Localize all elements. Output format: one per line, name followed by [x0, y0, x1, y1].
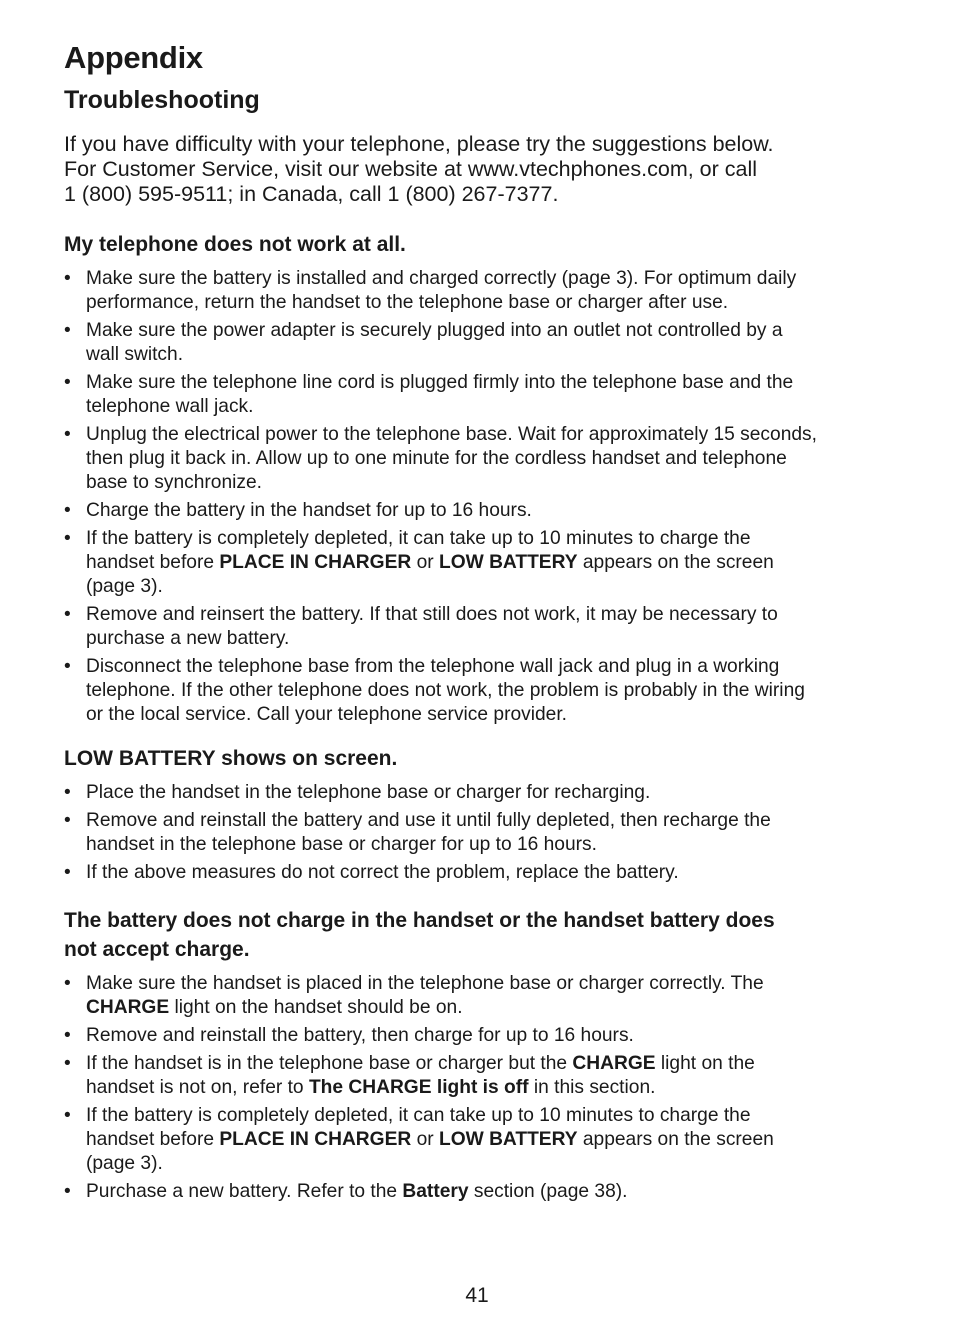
- list-item: [64, 861, 914, 885]
- text-run: or the local service. Call your telephone service provider.: [86, 704, 567, 725]
- list-item: [64, 1180, 914, 1204]
- text-run: performance, return the handset to the telephone base or charger after use.: [86, 292, 729, 313]
- list-item-line: [86, 655, 914, 679]
- section-title-line: My telephone does not work at all.: [64, 233, 406, 256]
- intro-line: If you have difficulty with your telephone, please try the suggestions below.: [64, 132, 774, 156]
- text-run: Make sure the handset is placed in the telephone base or charger correctly. The: [86, 973, 764, 994]
- text-run: Remove and reinstall the battery and use it until fully depleted, then recharge the: [86, 810, 771, 831]
- intro-line: For Customer Service, visit our website at www.vtechphones.com, or call: [64, 157, 758, 181]
- text-run: in this section.: [528, 1077, 656, 1098]
- section-title-line: LOW BATTERY shows on screen.: [64, 747, 398, 770]
- list-item-line: [86, 423, 914, 447]
- list-item-line: [86, 627, 914, 651]
- list-item-line: [86, 291, 914, 315]
- text-run: light on the: [655, 1053, 755, 1074]
- section-title-line: The battery does not charge in the handset or the handset battery does: [64, 909, 775, 932]
- bold-term: LOW BATTERY: [438, 552, 578, 573]
- list-item: [64, 603, 914, 651]
- text-run: Remove and reinsert the battery. If that still does not work, it may be necessary to: [86, 604, 778, 625]
- list-item-line: [86, 861, 914, 885]
- list-item: [64, 267, 914, 315]
- text-run: light on the handset should be on.: [169, 997, 463, 1018]
- bold-term: CHARGE: [572, 1053, 656, 1074]
- intro-paragraph: [64, 132, 914, 207]
- list-item: [64, 809, 914, 857]
- list-item: [64, 1052, 914, 1100]
- text-run: telephone wall jack.: [86, 396, 254, 417]
- bold-term: Battery: [402, 1181, 469, 1202]
- list-item-line: [86, 703, 914, 727]
- section-title-line: not accept charge.: [64, 938, 250, 961]
- list-item-line: [86, 833, 914, 857]
- list-item-line: [86, 1052, 914, 1076]
- list-item-line: [86, 1180, 914, 1204]
- text-run: handset before: [86, 1129, 220, 1150]
- text-run: (page 3).: [86, 576, 163, 597]
- text-run: handset before: [86, 552, 220, 573]
- text-run: Make sure the battery is installed and charged correctly (page 3). For optimum daily: [86, 268, 797, 289]
- text-run: or: [411, 552, 439, 573]
- text-run: base to synchronize.: [86, 472, 262, 493]
- text-run: telephone. If the other telephone does not work, the problem is probably in the wiring: [86, 680, 805, 701]
- list-item-line: [86, 603, 914, 627]
- text-run: If the battery is completely depleted, it can take up to 10 minutes to charge the: [86, 528, 751, 549]
- text-run: or: [411, 1129, 439, 1150]
- list-item-line: [86, 1128, 914, 1152]
- list-item-line: [86, 551, 914, 575]
- list-item: [64, 1024, 914, 1048]
- text-run: Charge the battery in the handset for up to 16 hours.: [86, 500, 532, 521]
- list-item-line: [86, 527, 914, 551]
- list-item-line: [86, 471, 914, 495]
- list-item: [64, 527, 914, 599]
- text-run: appears on the screen: [577, 1129, 774, 1150]
- text-run: Make sure the telephone line cord is plugged firmly into the telephone base and the: [86, 372, 794, 393]
- list-item-line: [86, 679, 914, 703]
- page-number: 41: [465, 1284, 489, 1307]
- bold-term: CHARGE: [86, 997, 170, 1018]
- section-title: [64, 744, 914, 773]
- text-run: Unplug the electrical power to the telephone base. Wait for approximately 15 seconds,: [86, 424, 817, 445]
- list-item: [64, 781, 914, 805]
- page-heading: Appendix: [64, 40, 203, 75]
- bullet-list: [64, 781, 914, 885]
- intro-line: 1 (800) 595-9511; in Canada, call 1 (800) 267-7377.: [64, 182, 559, 206]
- list-item-line: [86, 395, 914, 419]
- list-item-line: [86, 972, 914, 996]
- list-item-line: [86, 1152, 914, 1176]
- list-item-line: [86, 343, 914, 367]
- bullet-list: [64, 267, 914, 727]
- list-item: [64, 499, 914, 523]
- text-run: Purchase a new battery. Refer to the: [86, 1181, 403, 1202]
- list-item-line: [86, 996, 914, 1020]
- section-no-work: [64, 230, 914, 731]
- text-run: (page 3).: [86, 1153, 163, 1174]
- list-item-line: [86, 1024, 914, 1048]
- list-item: [64, 319, 914, 367]
- list-item: [64, 972, 914, 1020]
- list-item-line: [86, 1104, 914, 1128]
- text-run: handset in the telephone base or charger for up to 16 hours.: [86, 834, 597, 855]
- text-run: If the above measures do not correct the problem, replace the battery.: [86, 862, 679, 883]
- text-run: Make sure the power adapter is securely plugged into an outlet not controlled by a: [86, 320, 783, 341]
- list-item: [64, 371, 914, 419]
- list-item: [64, 655, 914, 727]
- section-battery-not-charging: [64, 906, 914, 1208]
- list-item: [64, 423, 914, 495]
- text-run: Disconnect the telephone base from the telephone wall jack and plug in a working: [86, 656, 780, 677]
- list-item: [64, 1104, 914, 1176]
- text-run: section (page 38).: [468, 1181, 628, 1202]
- text-run: If the battery is completely depleted, it can take up to 10 minutes to charge the: [86, 1105, 751, 1126]
- bold-term: LOW BATTERY: [438, 1129, 578, 1150]
- section-title: [64, 906, 914, 964]
- text-run: handset is not on, refer to: [86, 1077, 309, 1098]
- list-item-line: [86, 447, 914, 471]
- list-item-line: [86, 809, 914, 833]
- text-run: Remove and reinstall the battery, then charge for up to 16 hours.: [86, 1025, 634, 1046]
- bold-term: PLACE IN CHARGER: [219, 552, 412, 573]
- text-run: then plug it back in. Allow up to one minute for the cordless handset and telephone: [86, 448, 787, 469]
- section-low-battery: [64, 744, 914, 889]
- section-heading-troubleshooting: Troubleshooting: [64, 86, 260, 114]
- text-run: purchase a new battery.: [86, 628, 290, 649]
- bold-term: The CHARGE light is off: [308, 1077, 529, 1098]
- bullet-list: [64, 972, 914, 1204]
- list-item-line: [86, 499, 914, 523]
- list-item-line: [86, 575, 914, 599]
- bold-term: PLACE IN CHARGER: [219, 1129, 412, 1150]
- list-item-line: [86, 781, 914, 805]
- list-item-line: [86, 1076, 914, 1100]
- list-item-line: [86, 267, 914, 291]
- text-run: wall switch.: [86, 344, 184, 365]
- text-run: If the handset is in the telephone base or charger but the: [86, 1053, 573, 1074]
- text-run: appears on the screen: [577, 552, 774, 573]
- list-item-line: [86, 371, 914, 395]
- list-item-line: [86, 319, 914, 343]
- text-run: Place the handset in the telephone base or charger for recharging.: [86, 782, 651, 803]
- section-title: [64, 230, 914, 259]
